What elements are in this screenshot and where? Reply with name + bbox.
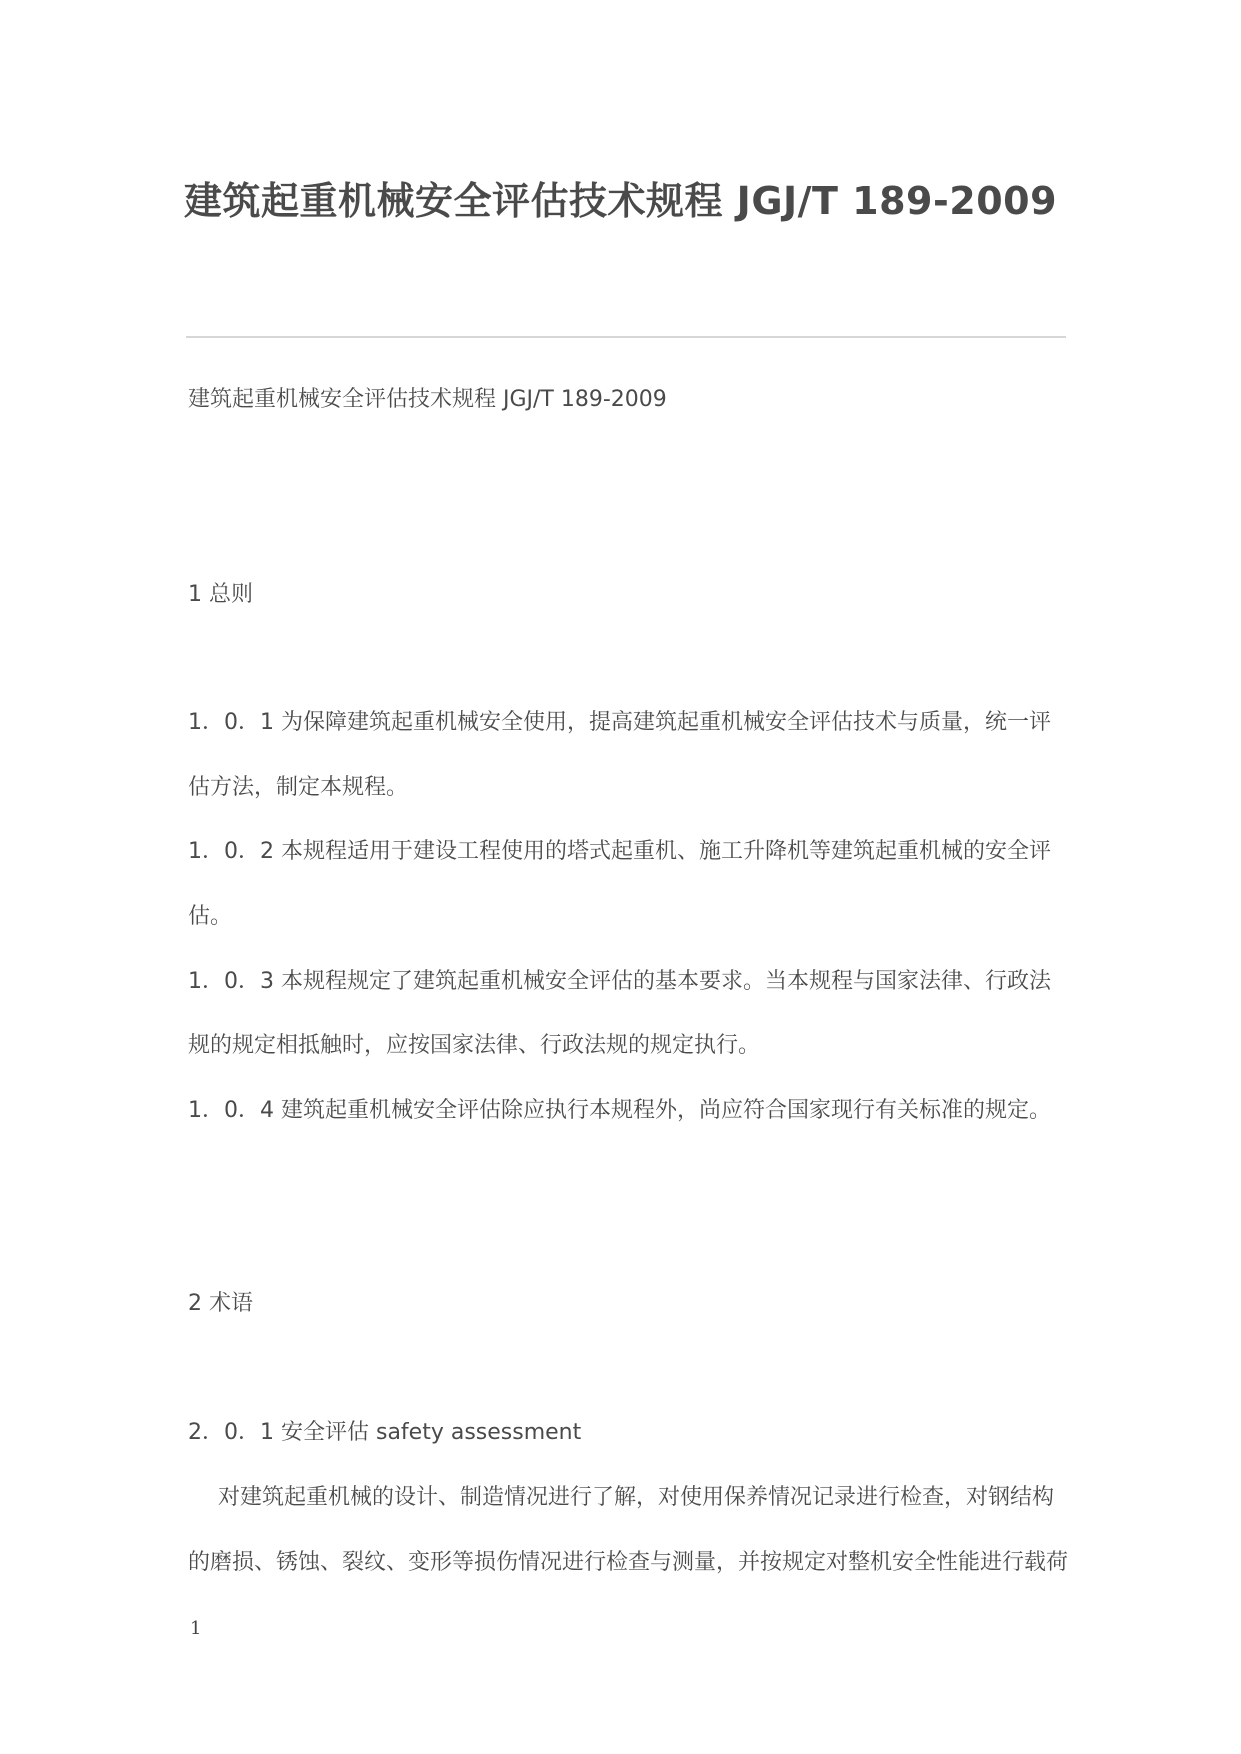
clause-1-0-3-line-1: 1．0．3 本规程规定了建筑起重机械安全评估的基本要求。当本规程与国家法律、行政法 xyxy=(188,969,1051,994)
section-heading-1: 1 总则 xyxy=(188,582,253,607)
clause-2-0-1-line-2: 的磨损、锈蚀、裂纹、变形等损伤情况进行检查与测量，并按规定对整机安全性能进行载荷 xyxy=(188,1550,1069,1575)
clause-2-0-1-term: 2．0．1 安全评估 safety assessment xyxy=(188,1420,582,1445)
document-title: 建筑起重机械安全评估技术规程 JGJ/T 189-2009 xyxy=(183,179,1058,223)
document-subtitle: 建筑起重机械安全评估技术规程 JGJ/T 189-2009 xyxy=(188,387,667,412)
clause-1-0-2-line-1: 1．0．2 本规程适用于建设工程使用的塔式起重机、施工升降机等建筑起重机械的安全评 xyxy=(188,839,1051,864)
clause-1-0-1-line-2: 估方法，制定本规程。 xyxy=(188,775,409,800)
clause-1-0-2-line-2: 估。 xyxy=(188,904,233,929)
title-divider xyxy=(186,336,1066,338)
section-heading-2: 2 术语 xyxy=(188,1291,253,1316)
clause-1-0-3-line-2: 规的规定相抵触时，应按国家法律、行政法规的规定执行。 xyxy=(188,1033,761,1058)
clause-1-0-4-line-1: 1．0．4 建筑起重机械安全评估除应执行本规程外，尚应符合国家现行有关标准的规定。 xyxy=(188,1098,1051,1123)
clause-2-0-1-line-1: 对建筑起重机械的设计、制造情况进行了解，对使用保养情况记录进行检查，对钢结构 xyxy=(218,1485,1055,1510)
clause-1-0-1-line-1: 1．0．1 为保障建筑起重机械安全使用，提高建筑起重机械安全评估技术与质量，统一评 xyxy=(188,710,1051,735)
page-number: 1 xyxy=(190,1618,202,1639)
